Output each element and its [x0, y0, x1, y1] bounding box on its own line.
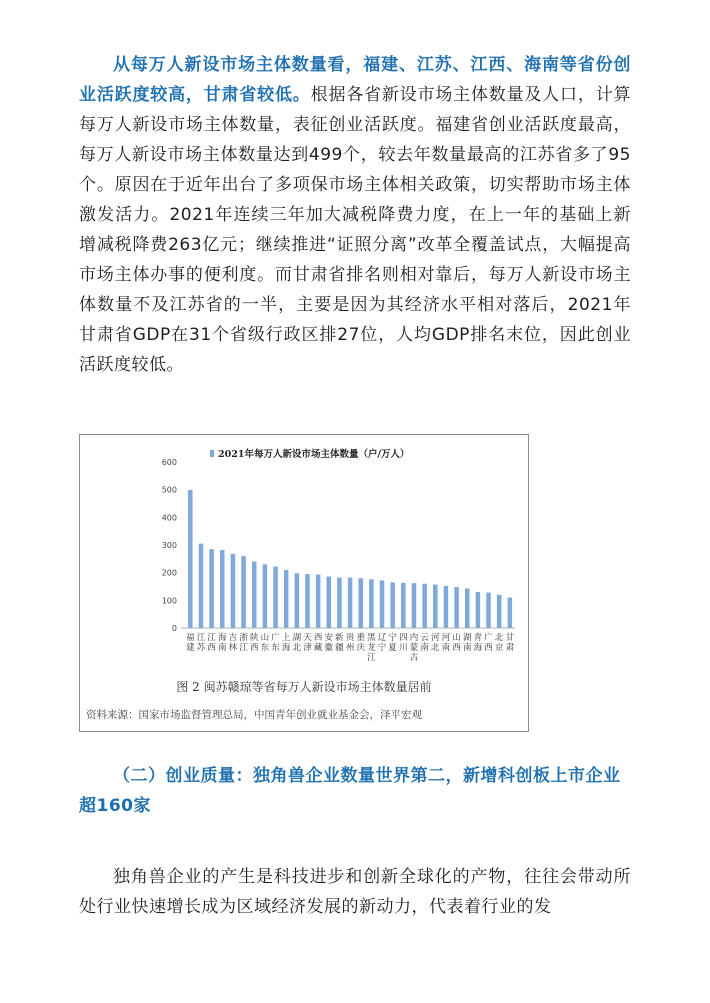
- bar: [284, 570, 289, 628]
- y-tick-label: 300: [161, 541, 177, 550]
- bar: [369, 579, 374, 628]
- x-tick-label: 庆: [356, 643, 365, 653]
- bar: [209, 549, 214, 628]
- x-tick-label: 江: [239, 643, 248, 653]
- x-tick-label: 建: [186, 643, 195, 653]
- bar: [497, 595, 502, 628]
- x-tick-label: 苏: [196, 643, 206, 653]
- x-tick-label: 北: [494, 633, 504, 643]
- x-tick-label: 西: [207, 643, 216, 653]
- x-tick-label: 蒙: [409, 643, 419, 653]
- x-tick-label: 山: [260, 633, 270, 643]
- bar: [508, 598, 513, 628]
- y-tick-label: 200: [161, 568, 177, 578]
- x-tick-label: 天: [303, 633, 312, 643]
- bar: [444, 586, 449, 628]
- y-tick-label: 600: [161, 458, 177, 467]
- figure-caption: 图 2 闽苏赣琼等省每万人新设市场主体数量居前: [176, 680, 432, 694]
- legend-label: 2021年每万人新设市场主体数量（户/万人）: [218, 449, 410, 460]
- intro-paragraph: [79, 50, 631, 380]
- x-tick-label: 西: [249, 643, 259, 653]
- x-axis-labels: [186, 632, 515, 663]
- x-tick-label: 云: [420, 633, 429, 643]
- bar: [476, 592, 481, 628]
- x-tick-label: 南: [420, 643, 429, 653]
- x-tick-label: 津: [303, 643, 312, 653]
- bar: [263, 564, 268, 628]
- bar: [433, 585, 438, 628]
- x-tick-label: 京: [494, 643, 504, 653]
- bar: [295, 573, 300, 628]
- x-tick-label: 江: [196, 633, 206, 643]
- x-tick-label: 东: [260, 643, 270, 653]
- x-tick-label: 北: [431, 643, 440, 653]
- y-tick-label: 100: [161, 596, 177, 606]
- x-tick-label: 西: [313, 633, 323, 643]
- x-tick-label: 徽: [324, 643, 334, 653]
- x-tick-label: 江: [367, 653, 376, 663]
- x-tick-label: 南: [462, 643, 472, 653]
- bar: [252, 562, 257, 628]
- x-tick-label: 川: [399, 643, 408, 653]
- y-tick-label: 400: [161, 513, 177, 523]
- x-tick-label: 肃: [505, 643, 515, 653]
- bar: [188, 490, 193, 628]
- bar: [316, 575, 321, 628]
- x-tick-label: 北: [292, 643, 302, 653]
- paragraph-body: 根据各省新设市场主体数量及人口，计算每万人新设市场主体数量，表征创业活跃度。福建省创业活跃度最高，每万人新设市场主体数量达到499个，较去年数量最高的江苏省多了95个。原因在于近年出台了多项保市场主体相关政策，切实帮助市场主体激发活力。2021年连续三年加大减税降费力度，在上一年的基础上新增减税降费263亿元；继续推进“证照分离”改革全覆盖试点，大幅提高市场主体办事的便利度。而甘肃省排名则相对靠后，每万人新设市场主体数量不及江苏省的一半，主要是因为其经济水平相对落后，2021年甘肃省GDP在31个省级行政区排27位，人均GDP排名末位，因此创业活跃度较低。: [79, 85, 632, 375]
- x-tick-label: 东: [271, 643, 280, 653]
- x-tick-label: 黑: [367, 633, 376, 643]
- bar: [401, 583, 406, 628]
- x-tick-label: 南: [441, 643, 451, 653]
- bar: [454, 587, 459, 628]
- x-tick-label: 安: [324, 633, 334, 643]
- highlight-sentence: 从每万人新设市场主体数量看，福建、江苏、江西、海南等省份创业活跃度较高，甘肃省较低。: [79, 55, 631, 105]
- x-tick-label: 辽: [377, 633, 387, 643]
- bar: [327, 577, 332, 628]
- x-tick-label: 福: [186, 633, 195, 643]
- x-tick-label: 广: [271, 633, 280, 643]
- x-tick-label: 浙: [239, 633, 248, 643]
- y-tick-label: 0: [171, 624, 177, 633]
- x-tick-label: 古: [409, 653, 419, 663]
- x-tick-label: 宁: [377, 643, 387, 653]
- x-tick-label: 江: [207, 633, 216, 643]
- x-tick-label: 内: [409, 633, 419, 643]
- x-tick-label: 河: [431, 633, 440, 643]
- bar: [358, 578, 363, 628]
- bar: [273, 567, 278, 628]
- x-tick-label: 疆: [335, 643, 344, 653]
- x-tick-label: 州: [345, 643, 355, 653]
- x-tick-label: 贵: [345, 633, 355, 643]
- legend-swatch: [210, 450, 214, 457]
- x-tick-label: 河: [441, 633, 451, 643]
- x-tick-label: 吉: [228, 633, 238, 643]
- x-tick-label: 湖: [292, 633, 302, 643]
- bar: [390, 582, 395, 628]
- x-tick-label: 广: [484, 633, 493, 643]
- chart-figure: [79, 434, 529, 732]
- bar: [241, 556, 246, 628]
- x-tick-label: 甘: [505, 633, 515, 643]
- bar: [220, 550, 225, 628]
- closing-paragraph: 独角兽企业的产生是科技进步和创新全球化的产物，往往会带动所处行业快速增长成为区域经济发展的新动力，代表着行业的发: [79, 867, 631, 917]
- bar: [199, 544, 204, 628]
- bar: [465, 588, 470, 628]
- bar: [305, 574, 310, 628]
- x-tick-label: 新: [335, 633, 344, 643]
- x-tick-label: 陕: [249, 633, 259, 643]
- bar: [337, 578, 342, 628]
- bar: [422, 584, 427, 628]
- x-tick-label: 林: [228, 643, 238, 653]
- x-tick-label: 海: [281, 643, 291, 653]
- x-tick-label: 海: [218, 633, 227, 643]
- x-tick-label: 西: [484, 643, 493, 653]
- x-tick-label: 西: [452, 643, 461, 653]
- bar: [412, 583, 417, 628]
- x-tick-label: 龙: [367, 643, 376, 653]
- x-tick-label: 青: [473, 633, 483, 643]
- bar: [231, 554, 236, 628]
- section-heading: （二）创业质量：独角兽企业数量世界第二，新增科创板上市企业超160家: [79, 766, 621, 816]
- x-tick-label: 海: [473, 643, 483, 653]
- x-tick-label: 藏: [313, 643, 323, 653]
- bar: [486, 593, 491, 628]
- figure-source: 资料来源：国家市场监督管理总局，中国青年创业就业基金会，泽平宏观: [86, 709, 422, 721]
- bar-chart: [80, 435, 528, 675]
- x-tick-label: 宁: [388, 633, 397, 643]
- bars: [188, 490, 512, 628]
- x-tick-label: 上: [281, 633, 291, 643]
- x-tick-label: 重: [356, 633, 365, 643]
- x-tick-label: 夏: [388, 643, 397, 653]
- bar: [348, 578, 353, 628]
- x-tick-label: 湖: [462, 633, 472, 643]
- x-tick-label: 山: [452, 633, 461, 643]
- y-tick-label: 500: [161, 485, 177, 495]
- x-tick-label: 四: [399, 633, 408, 643]
- x-tick-label: 南: [218, 643, 227, 653]
- bar: [380, 580, 385, 628]
